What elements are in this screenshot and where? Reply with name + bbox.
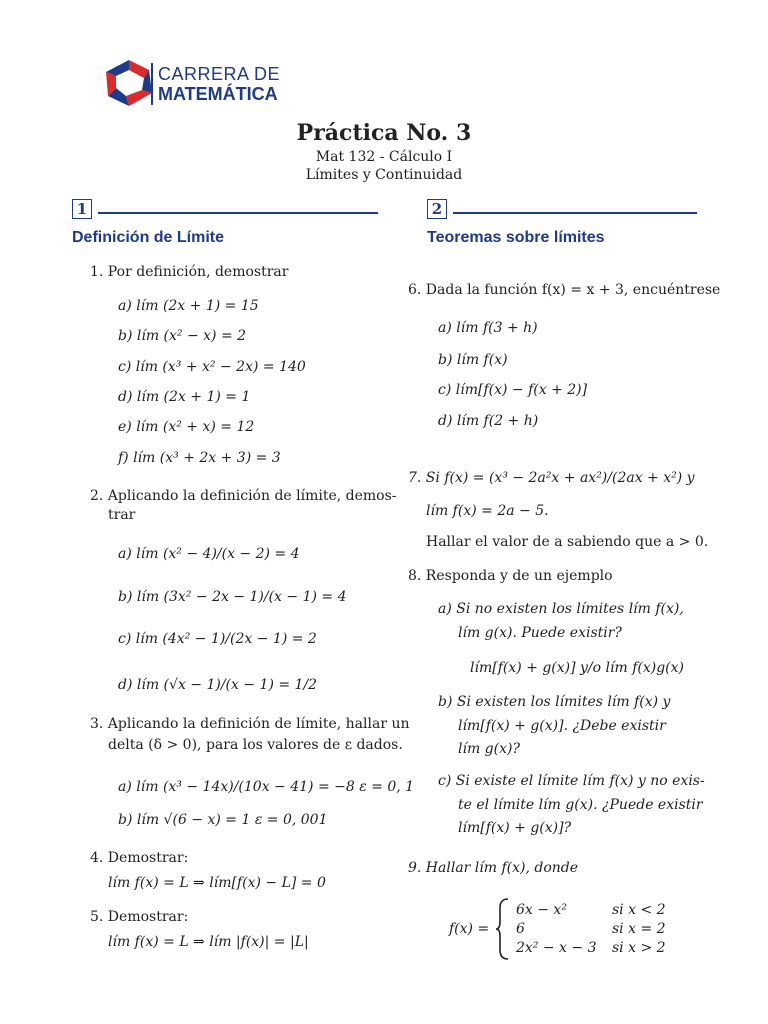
problem-7-cont: lím f(x) = 2a − 5. bbox=[426, 503, 549, 519]
problem-3b: b) lím √(6 − x) = 1 ε = 0, 001 bbox=[118, 812, 328, 828]
problem-2: 2. Aplicando la definición de límite, demos- bbox=[90, 488, 397, 504]
problem-8b-line1: b) Si existen los límites lím f(x) y bbox=[438, 694, 671, 710]
problem-2c: c) lím (4x² − 1)/(2x − 1) = 2 bbox=[118, 631, 317, 647]
topic-subtitle: Límites y Continuidad bbox=[305, 167, 463, 183]
case-2-expr: 6 bbox=[516, 921, 525, 937]
problem-4: 4. Demostrar: bbox=[90, 850, 189, 866]
problem-6a: a) lím f(3 + h) bbox=[438, 320, 538, 336]
problem-5: 5. Demostrar: bbox=[90, 909, 189, 925]
problem-3a: a) lím (x³ − 14x)/(10x − 41) = −8 ε = 0, 1 bbox=[118, 779, 415, 795]
problem-8a-line1: a) Si no existen los límites lím f(x), bbox=[438, 601, 684, 617]
problem-2b: b) lím (3x² − 2x − 1)/(x − 1) = 4 bbox=[118, 589, 347, 605]
problem-6d: d) lím f(2 + h) bbox=[438, 413, 539, 429]
problem-2d: d) lím (√x − 1)/(x − 1) = 1/2 bbox=[118, 677, 318, 693]
problem-8c-line2: te el límite lím g(x). ¿Puede existir bbox=[458, 797, 703, 813]
problem-4-eq: lím f(x) = L ⇒ lím[f(x) − L] = 0 bbox=[108, 875, 326, 891]
problem-2a: a) lím (x² − 4)/(x − 2) = 4 bbox=[118, 546, 300, 562]
problem-7: 7. Si f(x) = (x³ − 2a²x + ax²)/(2ax + x²) y bbox=[408, 470, 695, 486]
problem-8: 8. Responda y de un ejemplo bbox=[408, 568, 613, 584]
problem-8a-line2: lím g(x). Puede existir? bbox=[458, 625, 622, 641]
problem-1d: d) lím (2x + 1) = 1 bbox=[118, 389, 251, 405]
problem-9-lhs: f(x) = bbox=[449, 921, 490, 937]
problem-2-cont: trar bbox=[108, 507, 136, 523]
problem-8b-line2: lím[f(x) + g(x)]. ¿Debe existir bbox=[458, 718, 666, 734]
section-2-number: 2 bbox=[427, 199, 447, 219]
course-subtitle: Mat 132 - Cálculo I bbox=[315, 149, 453, 165]
problem-8b-line3: lím g(x)? bbox=[458, 741, 520, 757]
section-1-number: 1 bbox=[72, 199, 92, 219]
logo-divider bbox=[151, 63, 153, 105]
section-1-heading: Definición de Límite bbox=[72, 229, 225, 246]
logo-line1: CARRERA DE bbox=[158, 64, 281, 84]
problem-6b: b) lím f(x) bbox=[438, 352, 508, 368]
section-1-rule bbox=[98, 212, 378, 214]
case-3-expr: 2x² − x − 3 bbox=[516, 940, 597, 956]
problem-8a-line3: lím[f(x) + g(x)] y/o lím f(x)g(x) bbox=[470, 660, 684, 676]
problem-6: 6. Dada la función f(x) = x + 3, encuéntrese bbox=[408, 282, 721, 298]
logo-text bbox=[158, 64, 280, 104]
problem-1b: b) lím (x² − x) = 2 bbox=[118, 328, 247, 344]
problem-1e: e) lím (x² + x) = 12 bbox=[118, 419, 255, 435]
problem-6c: c) lím[f(x) − f(x + 2)] bbox=[438, 382, 588, 398]
problem-1: 1. Por definición, demostrar bbox=[90, 264, 289, 280]
logo-line2: MATEMÁTICA bbox=[158, 84, 278, 104]
section-2-heading: Teoremas sobre límites bbox=[427, 229, 605, 246]
case-3-cond: si x > 2 bbox=[612, 940, 666, 956]
problem-1c: c) lím (x³ + x² − 2x) = 140 bbox=[118, 359, 306, 375]
problem-3: 3. Aplicando la definición de límite, hallar un bbox=[90, 716, 410, 732]
problem-8c-line1: c) Si existe el límite lím f(x) y no exis- bbox=[438, 773, 705, 789]
problem-7-question: Hallar el valor de a sabiendo que a > 0. bbox=[426, 534, 709, 550]
case-2-cond: si x = 2 bbox=[612, 921, 666, 937]
problem-1f: f) lím (x³ + 2x + 3) = 3 bbox=[118, 450, 281, 466]
section-2-rule bbox=[453, 212, 697, 214]
problem-1a: a) lím (2x + 1) = 15 bbox=[118, 298, 259, 314]
problem-5-eq: lím f(x) = L ⇒ lím |f(x)| = |L| bbox=[108, 934, 309, 950]
page-title: Práctica No. 3 bbox=[296, 120, 472, 146]
left-brace-icon bbox=[496, 898, 510, 960]
case-1-expr: 6x − x² bbox=[516, 902, 567, 918]
problem-9: 9. Hallar lím f(x), donde bbox=[408, 860, 579, 876]
carrera-logo-icon bbox=[104, 58, 154, 108]
problem-3-cont: delta (δ > 0), para los valores de ε dados. bbox=[108, 737, 403, 753]
case-1-cond: si x < 2 bbox=[612, 902, 666, 918]
problem-8c-line3: lím[f(x) + g(x)]? bbox=[458, 820, 572, 836]
